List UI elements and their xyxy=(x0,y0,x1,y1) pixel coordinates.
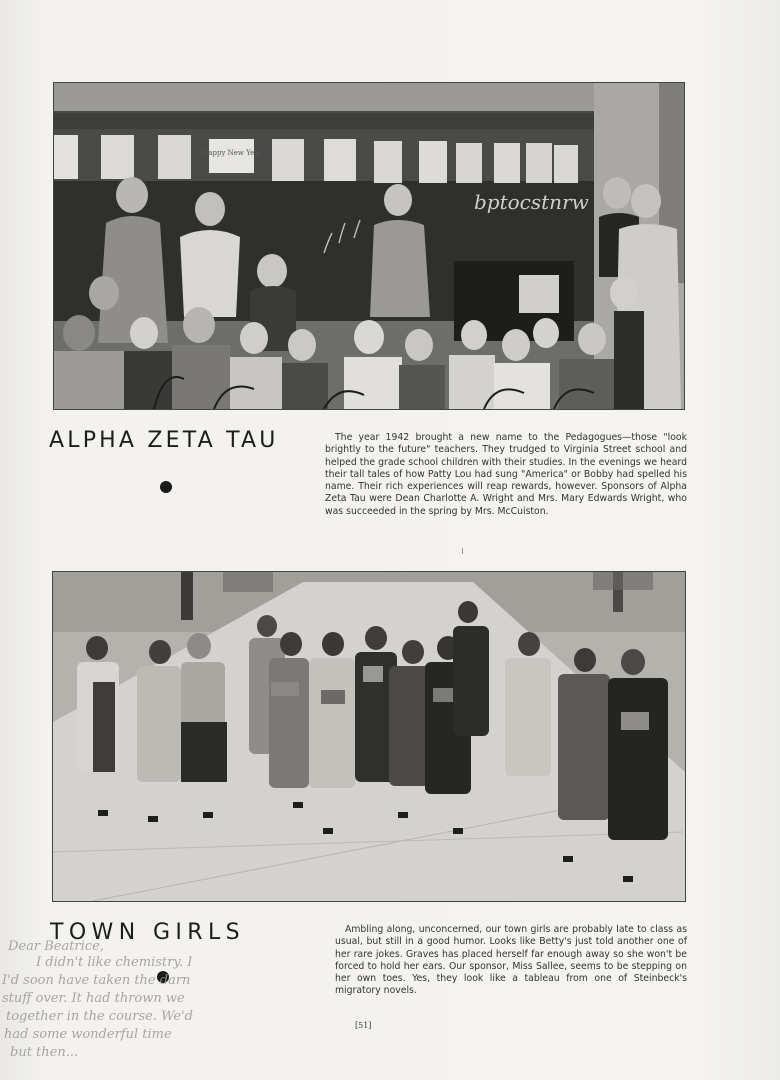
handwriting-line: Dear Beatrice, xyxy=(8,939,104,954)
section-heading-alpha-zeta-tau: ALPHA ZETA TAU xyxy=(49,428,279,453)
board-card-text: Happy New Year xyxy=(202,149,262,157)
alpha-zeta-tau-body: The year 1942 brought a new name to the Pedagogues—those "look brightly to the future" teachers. They trudged to Virginia Street school and helped the grade school children with their studies. In the evenings we heard their tall tales of how Patty Lou had sung "America" or Bobby had spelled his name. Their rich experiences will reap rewards, however. Sponsors of Alpha Zeta Tau were Dean Charlotte A. Wright and Mrs. Mary Edwards Wright, who was succeeded in the spring by Mrs. McCuiston. xyxy=(325,432,687,517)
town-girls-body: Ambling along, unconcerned, our town girls are probably late to class as usual, but still in a good humor. Looks like Betty's just told another one of her rare jokes. Graves has placed herself far enough away so she won't be forced to hold her ears. Our sponsor, Miss Sallee, seems to be stepping on her own toes. Yes, they look like a tableau from one of Steinbeck's migratory novels. xyxy=(335,924,687,997)
handwriting-line: together in the course. We'd xyxy=(6,1009,194,1024)
board-letters: bptocstnrw xyxy=(474,190,589,214)
bullet-dot-icon xyxy=(160,481,172,493)
paper-mark xyxy=(462,548,463,554)
handwriting-line: I didn't like chemistry. I xyxy=(36,955,193,970)
classroom-photo xyxy=(53,82,685,410)
handwriting-line: I'd soon have taken the darn xyxy=(2,973,191,988)
page-number: [51] xyxy=(355,1021,372,1030)
handwritten-note xyxy=(0,938,340,1068)
town-girls-photo xyxy=(52,571,686,902)
section-heading-town-girls: TOWN GIRLS xyxy=(50,920,246,945)
handwriting-line: but then... xyxy=(10,1045,79,1060)
handwriting-line: had some wonderful time xyxy=(4,1027,172,1042)
handwriting-line: stuff over. It had thrown we xyxy=(2,991,185,1006)
